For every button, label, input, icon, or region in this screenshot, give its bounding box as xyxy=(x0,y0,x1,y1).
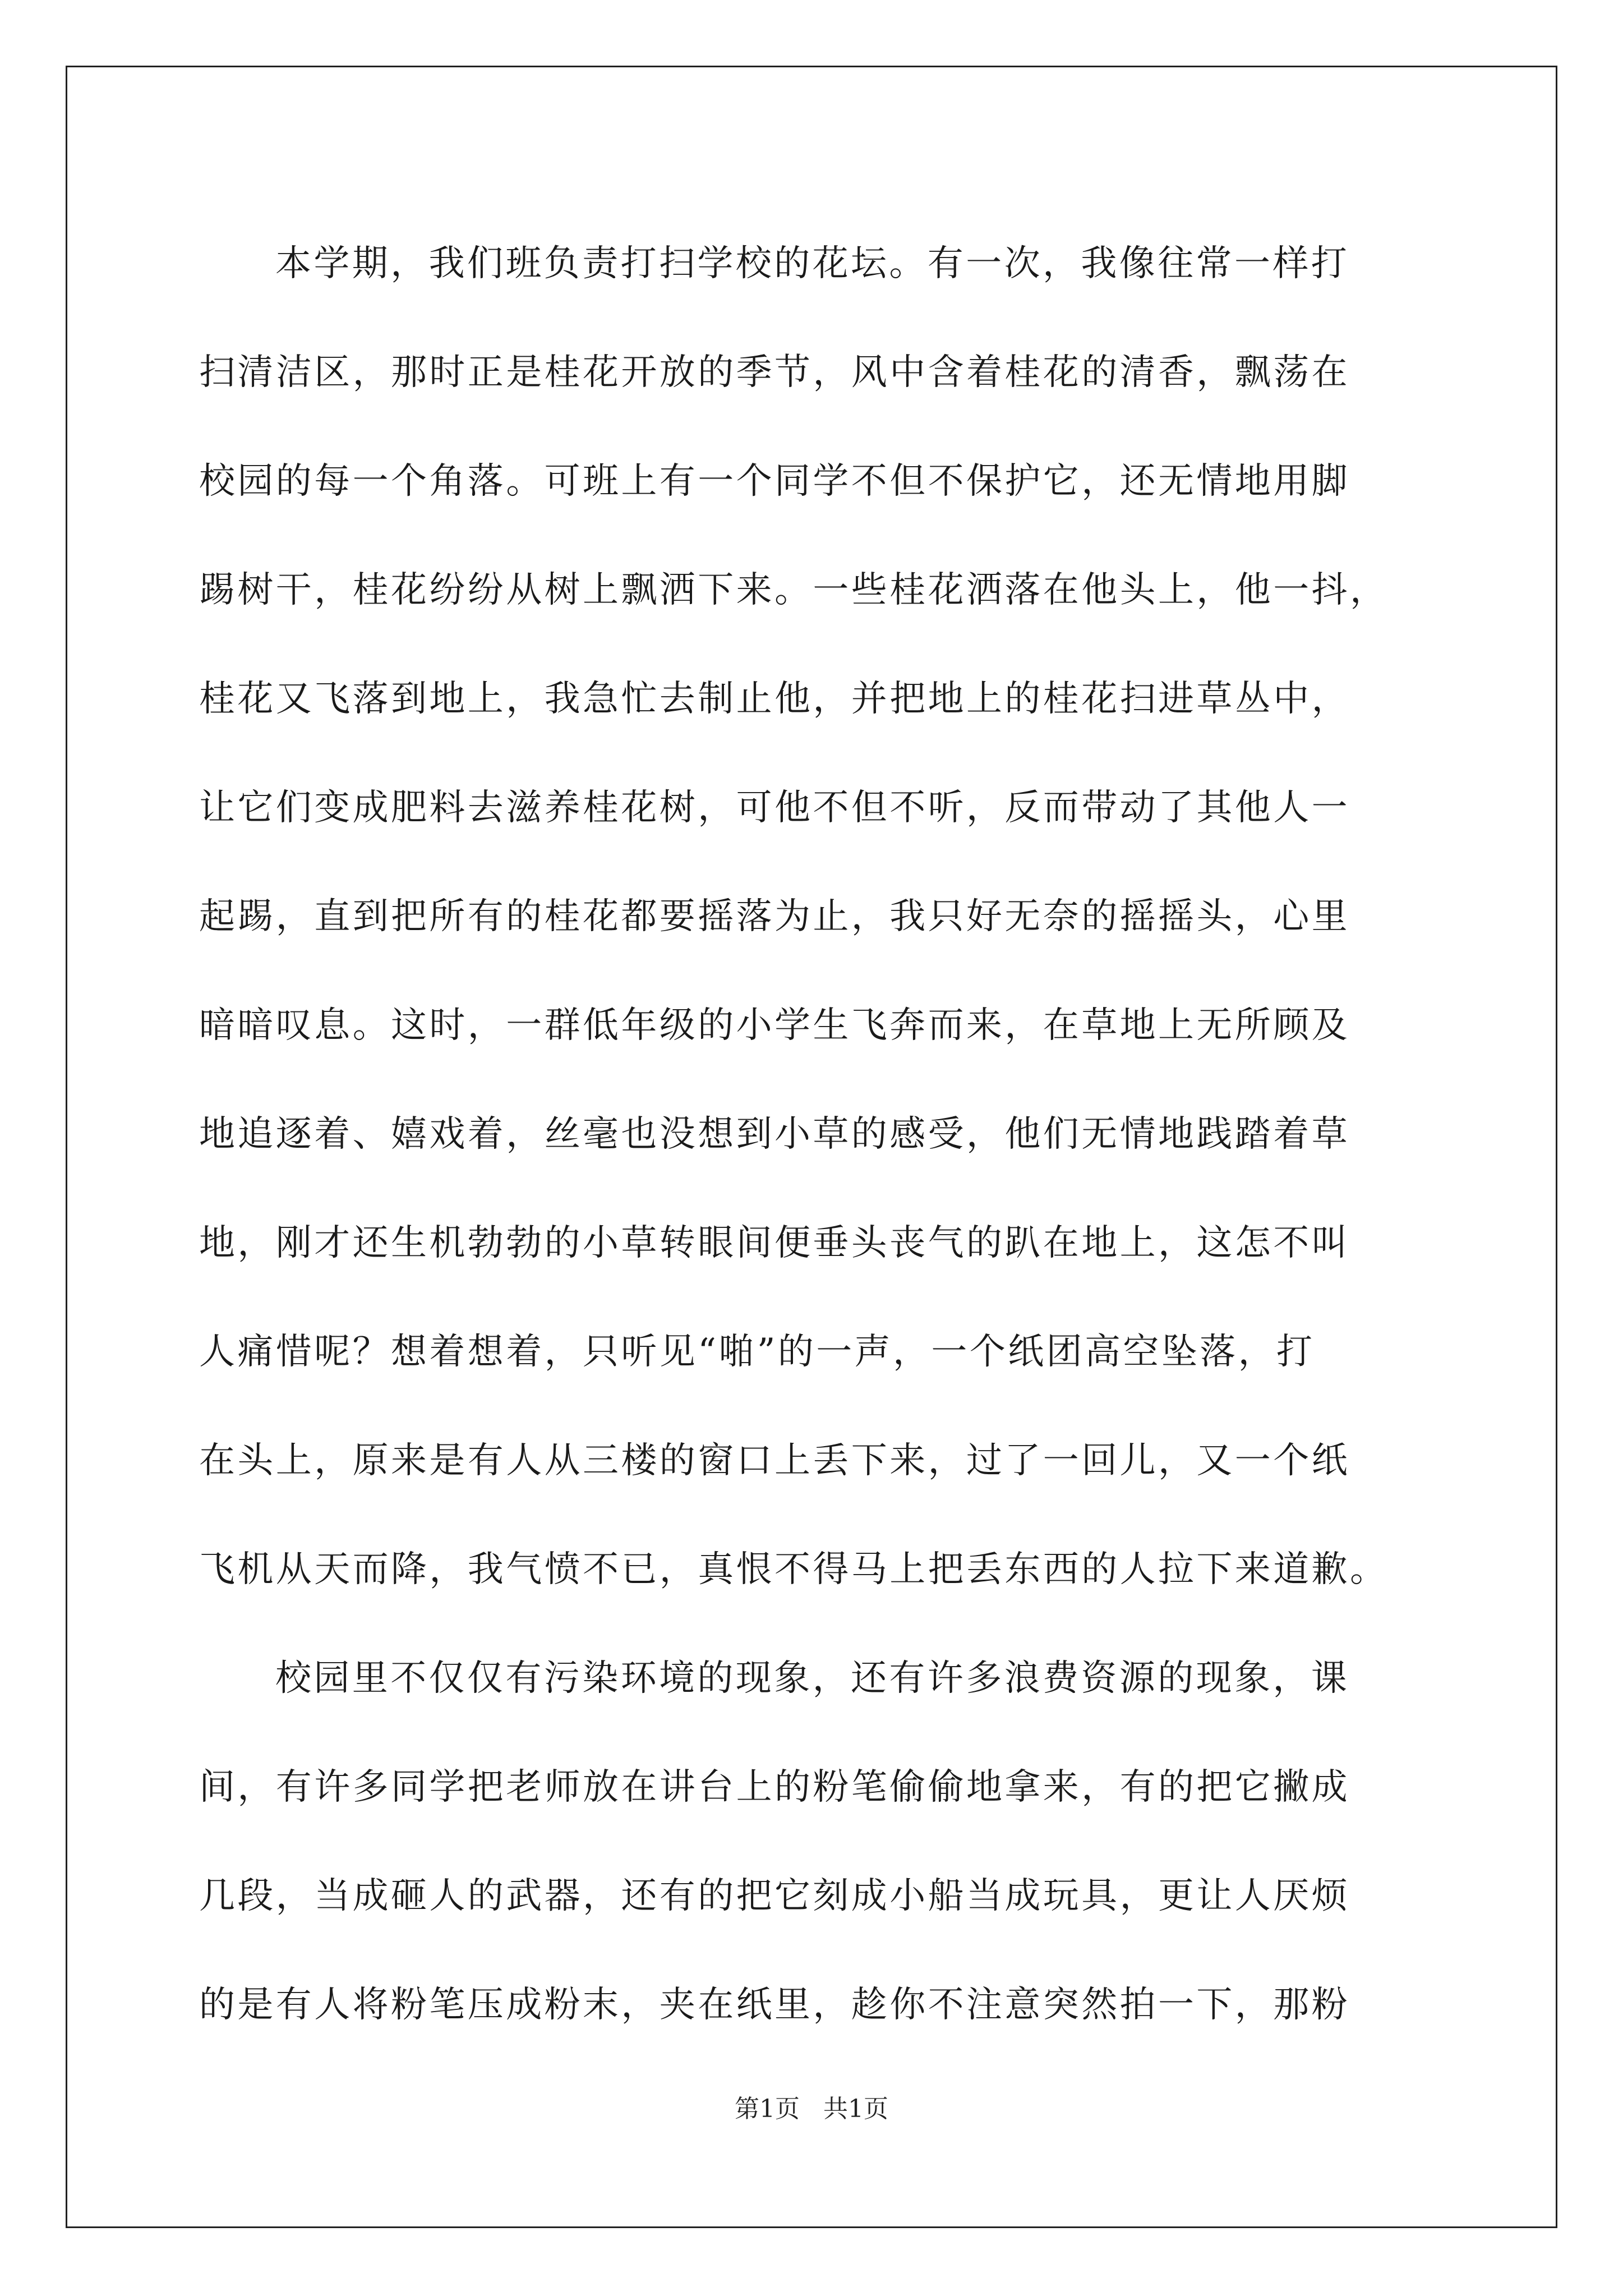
paragraph-1-line-10: 地，刚才还生机勃勃的小草转眼间便垂头丧气的趴在地上，这怎不叫 xyxy=(199,1222,1350,1264)
paragraph-2-line-1: 校园里不仅仅有污染环境的现象，还有许多浪费资源的现象，课 xyxy=(275,1658,1350,1699)
paragraph-1-line-13: 飞机从天而降，我气愤不已，真恨不得马上把丢东西的人拉下来道歉。 xyxy=(199,1549,1389,1590)
body-text xyxy=(199,209,1424,2059)
paragraph-1-line-9: 地追逐着、嬉戏着，丝毫也没想到小草的感受，他们无情地践踏着草 xyxy=(199,1114,1350,1155)
page-number-footer: 第1页 共1页 xyxy=(735,2095,888,2123)
paragraph-1-line-5: 桂花又飞落到地上，我急忙去制止他，并把地上的桂花扫进草丛中， xyxy=(199,678,1350,720)
paragraph-1-line-8: 暗暗叹息。这时，一群低年级的小学生飞奔而来，在草地上无所顾及 xyxy=(199,1005,1350,1046)
paragraph-1-line-4: 踢树干，桂花纷纷从树上飘洒下来。一些桂花洒落在他头上，他一抖， xyxy=(199,569,1389,611)
paragraph-1-line-1: 本学期，我们班负责打扫学校的花坛。有一次，我像往常一样打 xyxy=(275,243,1350,284)
paragraph-2-line-4: 的是有人将粉笔压成粉末，夹在纸里，趁你不注意突然拍一下，那粉 xyxy=(199,1984,1350,2026)
paragraph-1-line-11: 人痛惜呢？想着想着，只听见“啪”的一声，一个纸团高空坠落，打 xyxy=(199,1331,1315,1373)
paragraph-1-line-2: 扫清洁区，那时正是桂花开放的季节，风中含着桂花的清香，飘荡在 xyxy=(199,352,1350,393)
paragraph-1-line-12: 在头上，原来是有人从三楼的窗口上丢下来，过了一回儿，又一个纸 xyxy=(199,1440,1350,1481)
paragraph-1-line-6: 让它们变成肥料去滋养桂花树，可他不但不听，反而带动了其他人一 xyxy=(199,787,1350,829)
paragraph-2-line-2: 间，有许多同学把老师放在讲台上的粉笔偷偷地拿来，有的把它撇成 xyxy=(199,1766,1350,1808)
paragraph-2-line-3: 几段，当成砸人的武器，还有的把它刻成小船当成玩具，更让人厌烦 xyxy=(199,1875,1350,1917)
paragraph-1-line-3: 校园的每一个角落。可班上有一个同学不但不保护它，还无情地用脚 xyxy=(199,461,1350,502)
paragraph-1-line-7: 起踢，直到把所有的桂花都要摇落为止，我只好无奈的摇摇头，心里 xyxy=(199,896,1350,937)
